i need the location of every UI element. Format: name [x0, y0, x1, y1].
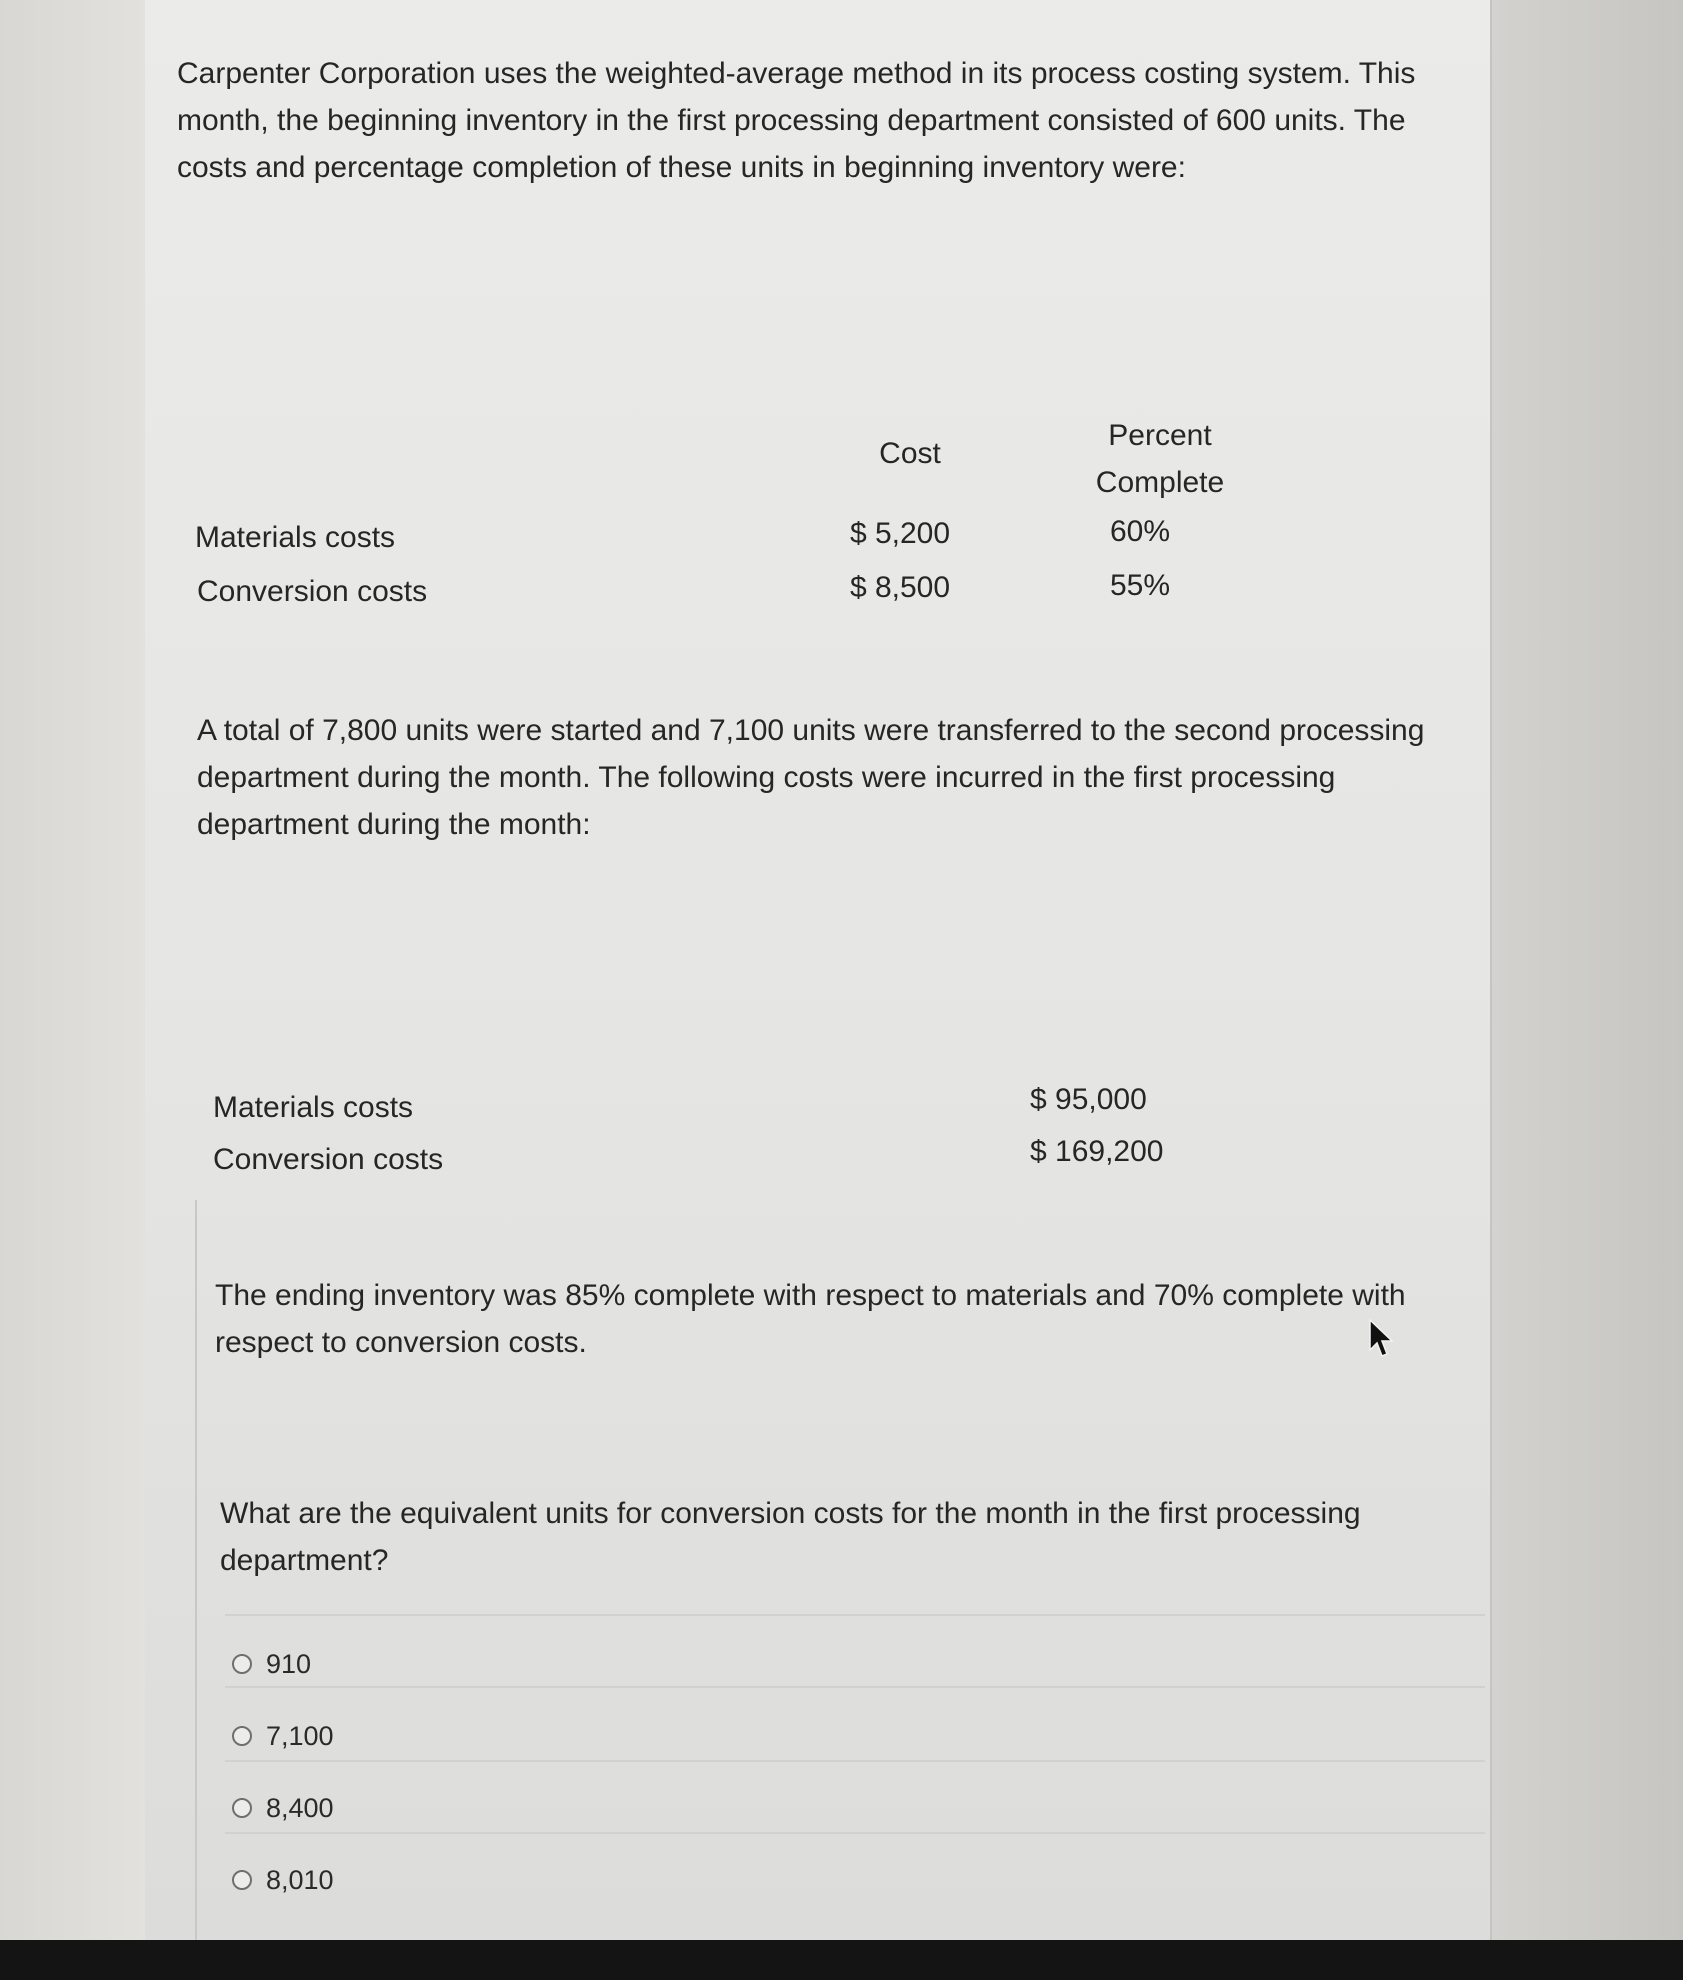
beginning-materials-cost: $ 5,200: [849, 517, 951, 550]
radio-button-icon[interactable]: [232, 1870, 252, 1890]
incurred-materials-label: Materials costs: [213, 1091, 414, 1124]
answer-option[interactable]: [232, 1644, 311, 1684]
intro-paragraph: Carpenter Corporation uses the weighted-average method in its process costing system. This month, the beginning inventory in the first processing department consisted of 600 units. The costs and percentage completion of these units in beginning inventory were:: [177, 57, 1416, 184]
answer-option[interactable]: [232, 1788, 334, 1828]
incurred-materials-cost: $ 95,000: [1030, 1083, 1147, 1116]
answer-option-label: 8,400: [266, 1792, 334, 1823]
desk-background-left: [0, 0, 145, 1980]
incurred-conversion-cost: $ 169,200: [1030, 1135, 1164, 1168]
option-divider: [225, 1686, 1485, 1688]
mouse-pointer-icon: [1367, 1318, 1397, 1360]
radio-button-icon[interactable]: [232, 1726, 252, 1746]
middle-paragraph: A total of 7,800 units were started and 7,100 units were transferred to the second processing department during the month. The following costs were incurred in the first processing department during the month:: [197, 714, 1425, 841]
desk-background-right: [1490, 0, 1683, 1980]
beginning-conversion-percent: 55%: [1109, 569, 1171, 602]
beginning-materials-percent: 60%: [1109, 515, 1171, 548]
radio-button-icon[interactable]: [232, 1798, 252, 1818]
option-divider: [225, 1614, 1485, 1616]
answer-option-label: 8,010: [266, 1864, 334, 1895]
incurred-conversion-label: Conversion costs: [213, 1143, 444, 1176]
option-divider: [225, 1832, 1485, 1834]
answer-option-label: 910: [266, 1648, 312, 1679]
beginning-conversion-label: Conversion costs: [197, 575, 428, 608]
answer-option[interactable]: [232, 1860, 334, 1900]
question-page: [145, 0, 1492, 1940]
ending-inventory-paragraph: The ending inventory was 85% complete with respect to materials and 70% complete with respect to conversion costs.: [215, 1279, 1406, 1359]
table-header-cost: Cost: [879, 437, 941, 470]
beginning-materials-label: Materials costs: [195, 521, 396, 554]
table-header-percent-complete: Percent Complete: [1095, 419, 1225, 499]
option-divider: [225, 1760, 1485, 1762]
question-text: What are the equivalent units for conversion costs for the month in the first processing department?: [220, 1497, 1361, 1577]
screen-bottom-bezel: [0, 1940, 1683, 1980]
beginning-conversion-cost: $ 8,500: [849, 571, 951, 604]
answer-option[interactable]: [232, 1716, 334, 1756]
answer-option-label: 7,100: [266, 1720, 334, 1751]
radio-button-icon[interactable]: [232, 1654, 252, 1674]
